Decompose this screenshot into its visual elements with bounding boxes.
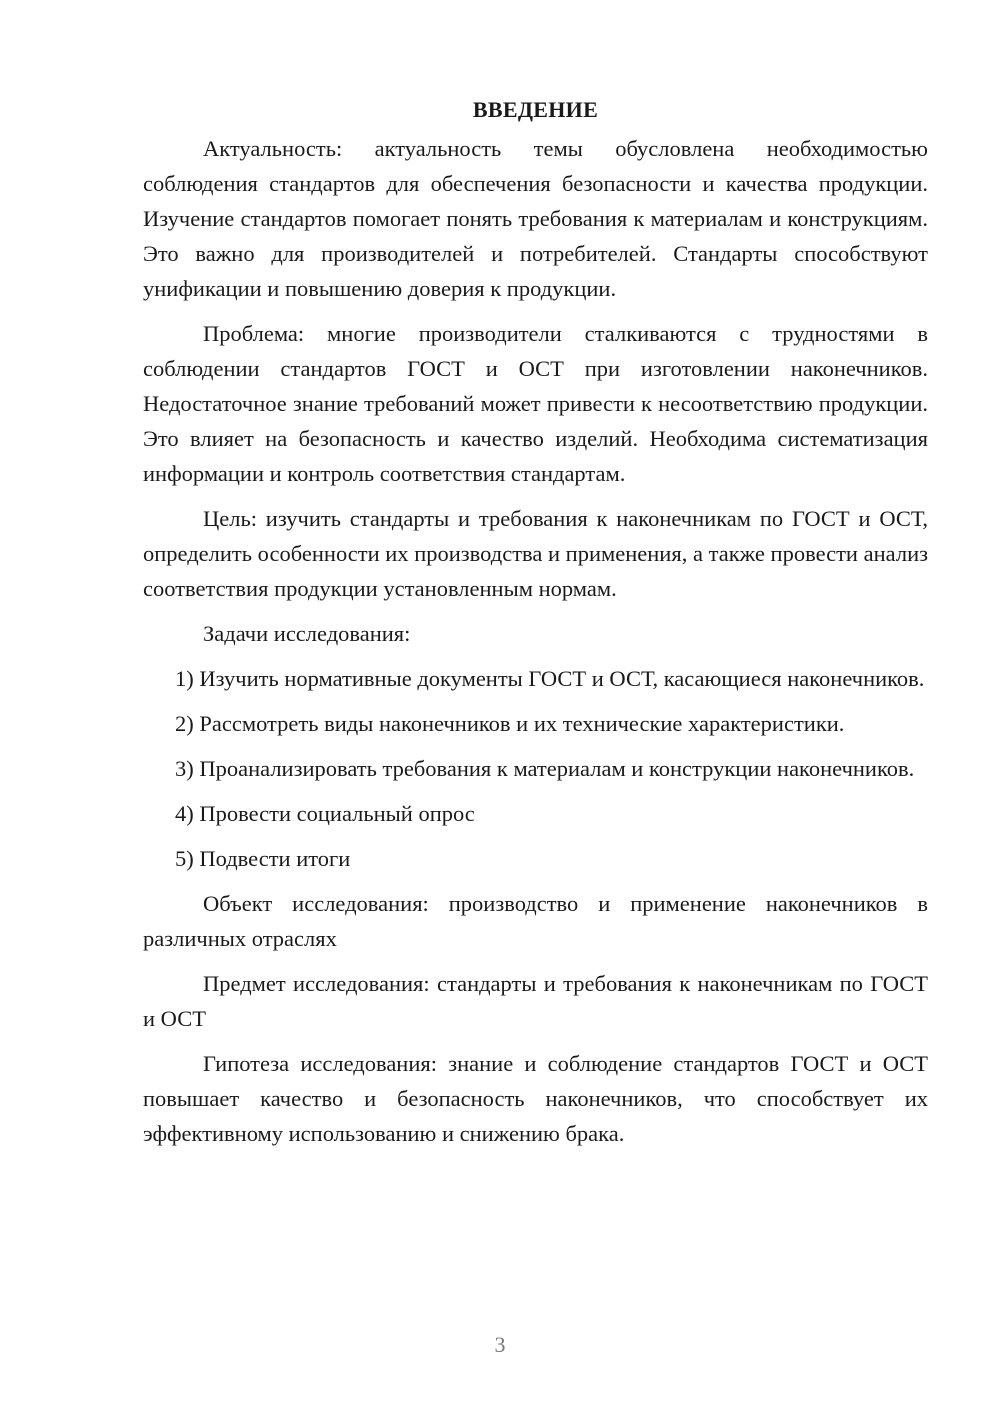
paragraph-object: Объект исследования: производство и применение наконечников в различных отраслях (143, 891, 928, 951)
tasks-list (143, 661, 928, 876)
document-page (143, 92, 928, 1161)
task-item: 5) Подвести итоги (175, 846, 351, 871)
section-title: ВВЕДЕНИЕ (472, 97, 599, 122)
paragraph-problem: Проблема: многие производители сталкиваются с трудностями в соблюдении стандартов ГОСТ и ОСТ при изготовлении наконечников. Недостаточное знание требований может привести к несоответствию продукции. Это влияет на безопасность и качество изделий. Необходима систематизация информации и контроль соответствия стандартам. (143, 321, 928, 486)
task-item: 4) Провести социальный опрос (175, 801, 475, 826)
task-item: 2) Рассмотреть виды наконечников и их технические характеристики. (175, 711, 845, 736)
paragraph-subject: Предмет исследования: стандарты и требования к наконечникам по ГОСТ и ОСТ (143, 971, 928, 1031)
task-item: 1) Изучить нормативные документы ГОСТ и ОСТ, касающиеся наконечников. (175, 666, 925, 691)
paragraph-goal: Цель: изучить стандарты и требования к наконечникам по ГОСТ и ОСТ, определить особенности их производства и применения, а также провести анализ соответствия продукции установленным нормам. (143, 506, 928, 601)
task-item: 3) Проанализировать требования к материалам и конструкции наконечников. (175, 756, 915, 781)
paragraph-relevance: Актуальность: актуальность темы обусловлена необходимостью соблюдения стандартов для обеспечения безопасности и качества продукции. Изучение стандартов помогает понять требования к материалам и конструкциям. Это важно для производителей и потребителей. Стандарты способствуют унификации и повышению доверия к продукции. (143, 136, 928, 301)
paragraph-hypothesis: Гипотеза исследования: знание и соблюдение стандартов ГОСТ и ОСТ повышает качество и безопасность наконечников, что способствует их эффективному использованию и снижению брака. (143, 1051, 928, 1146)
page-number: 3 (494, 1332, 506, 1357)
tasks-heading: Задачи исследования: (203, 621, 411, 646)
